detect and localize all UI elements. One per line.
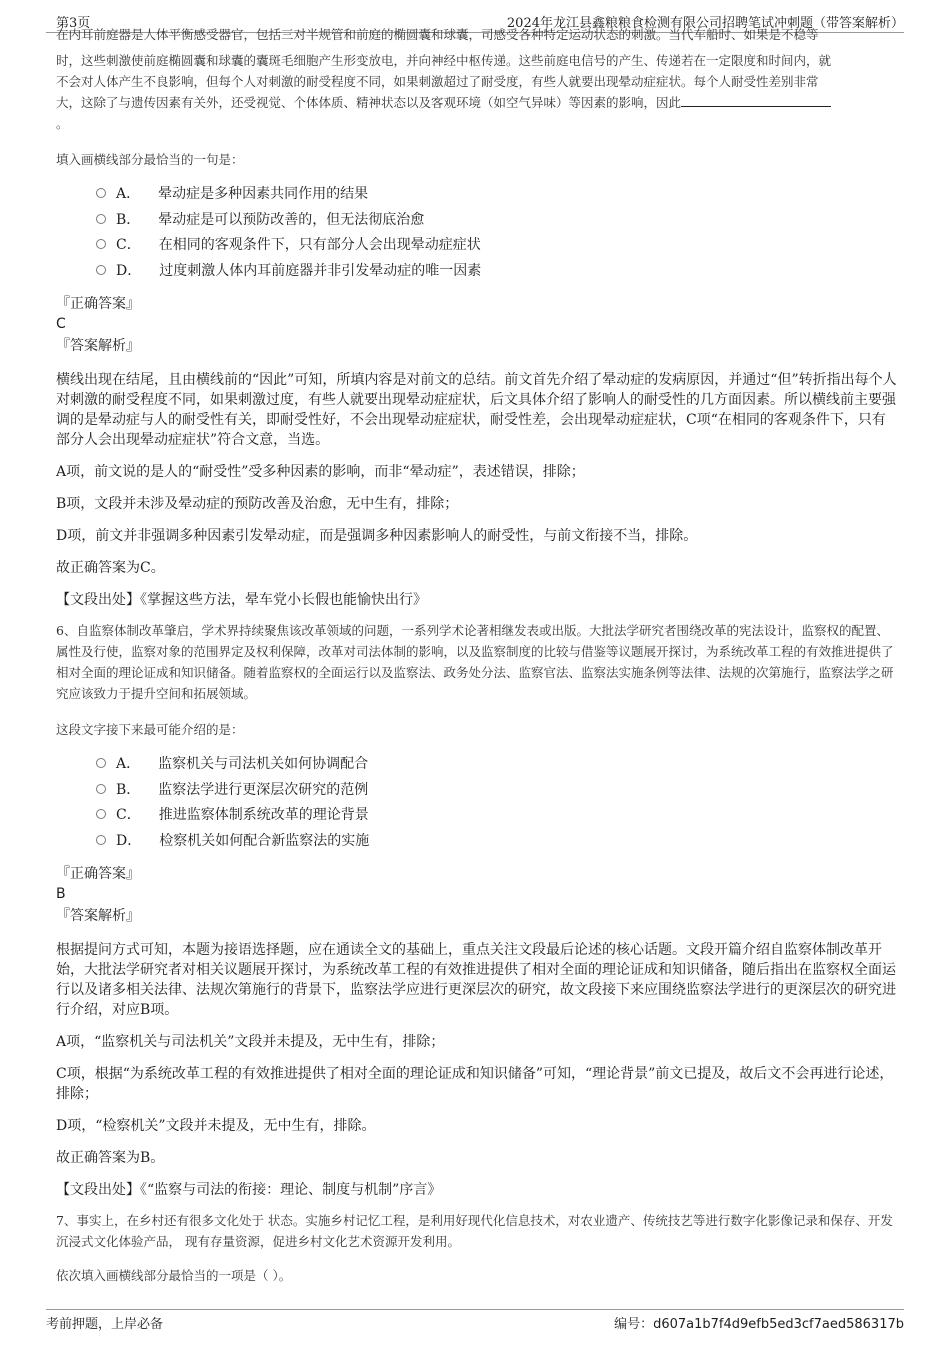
document-title: 2024年龙江县鑫粮粮食检测有限公司招聘笔试冲刺题（带答案解析） bbox=[506, 16, 904, 31]
option-letter: C． bbox=[116, 237, 141, 253]
q5-passage bbox=[56, 50, 898, 134]
footer-divider bbox=[46, 1309, 904, 1310]
q5-option-d[interactable] bbox=[96, 259, 898, 285]
option-letter: A． bbox=[116, 186, 141, 202]
q6-analysis-paragraph: C项，根据“为系统改革工程的有效推进提供了相对全面的理论证成和知识储备”可知，“理论背景”前文已提及，故后文不会再进行论述，排除； bbox=[56, 1066, 894, 1102]
option-letter: D． bbox=[116, 832, 142, 849]
q5-option-b[interactable] bbox=[96, 208, 898, 234]
q5-analysis-paragraph: 横线出现在结尾，且由横线前的“因此”可知，所填内容是对前文的总结。前文首先介绍了晕动症的发病原因，并通过“但”转折指出每个人对刺激的耐受程度不同，如果刺激过度，有些人就要出现晕动症症状，后文具体介绍了影响人的耐受性的几方面因素。所以横线前主要强调的是晕动症与人的耐受性有关，即耐受性好，不会出现晕动症症状，耐受性差，会出现晕动症症状，C项“在相同的客观条件下，只有部分人会出现晕动症症状”符合文意，当选。 bbox=[56, 372, 897, 448]
option-text: 推进监察体制系统改革的理论背景 bbox=[158, 807, 369, 823]
q6-analysis-paragraph: 根据提问方式可知，本题为接语选择题，应在通读全文的基础上，重点关注文段最后论述的核心话题。文段开篇介绍自监察体制改革开始，大批法学研究者对相关议题展开探讨，为系统改革工程的有效推进提供了相对全面的理论证成和知识储备，随后指出在监察权全面运行以及诸多相关法律、法规次第施行的背景下，监察法学应进行更深层次的研究，故文段接下来应围绕监察法学进行的更深层次的研究进行介绍，对应B项。 bbox=[56, 942, 896, 1018]
radio-icon[interactable] bbox=[96, 784, 106, 794]
option-text: 在相同的客观条件下，只有部分人会出现晕动症症状 bbox=[158, 237, 481, 253]
option-text: 监察法学进行更深层次研究的范例 bbox=[158, 781, 369, 798]
option-text: 监察机关与司法机关如何协调配合 bbox=[158, 756, 369, 772]
q5-passage-line: 不会对人体产生不良影响，但每个人对刺激的耐受程度不同，如果刺激超过了耐受度，有些人就要出现晕动症症状。每个人耐受性差别非常 bbox=[56, 74, 819, 89]
q6-passage: 6、自监察体制改革肇启，学术界持续聚焦该改革领域的问题，一系列学术论著相继发表或出版。大批法学研究者围绕改革的宪法设计，监察权的配置、属性及行使，监察对象的范围界定及权利保障，改革对司法体制的影响，以及监察制度的比较与借鉴等议题展开探讨，为系统改革工程的有效推进提供了相对全面的理论证成和知识储备。随着监察权的全面运行以及监察法、政务处分法、监察官法、监察法实施条例等法律、法规的次第施行，监察法学之研究应该致力于提升空间和拓展领域。 bbox=[56, 623, 894, 701]
option-text: 检察机关如何配合新监察法的实施 bbox=[159, 832, 370, 849]
q5-passage-end: 。 bbox=[56, 116, 69, 131]
option-text: 晕动症是可以预防改善的，但无法彻底治愈 bbox=[158, 211, 425, 228]
option-letter: A． bbox=[116, 756, 141, 772]
q6-option-c[interactable] bbox=[96, 803, 898, 829]
radio-icon[interactable] bbox=[96, 835, 106, 845]
q5-analysis-paragraph: D项，前文并非强调多种因素引发晕动症，而是强调多种因素影响人的耐受性，与前文衔接不当，排除。 bbox=[56, 528, 698, 544]
q6-option-b[interactable] bbox=[96, 778, 898, 804]
q5-analysis-label: 『答案解析』 bbox=[56, 338, 140, 354]
radio-icon[interactable] bbox=[96, 214, 106, 224]
radio-icon[interactable] bbox=[96, 239, 106, 249]
q5-analysis-paragraph: A项，前文说的是人的“耐受性”受多种因素的影响，而非“晕动症”，表述错误，排除； bbox=[56, 464, 585, 480]
document-id: 编号：d607a1b7f4d9efb5ed3cf7aed586317b bbox=[614, 1317, 904, 1332]
option-text: 过度刺激人体内耳前庭器并非引发晕动症的唯一因素 bbox=[159, 262, 482, 279]
footer-slogan: 考前押题，上岸必备 bbox=[46, 1317, 164, 1332]
q5-source: 【文段出处】《掌握这些方法，晕车党小长假也能愉快出行》 bbox=[56, 592, 427, 608]
radio-icon[interactable] bbox=[96, 188, 106, 198]
q5-analysis-paragraph: 故正确答案为C。 bbox=[56, 560, 165, 576]
q6-options bbox=[56, 752, 898, 854]
option-letter: B． bbox=[116, 781, 141, 798]
q5-option-a[interactable] bbox=[96, 182, 898, 208]
q5-passage-line: 时，这些刺激使前庭椭圆囊和球囊的囊斑毛细胞产生形变放电，并向神经中枢传递。这些前庭电信号的产生、传递若在一定限度和时间内，就 bbox=[56, 53, 832, 68]
q6-source: 【文段出处】《“监察与司法的衔接：理论、制度与机制”序言》 bbox=[56, 1182, 442, 1198]
fill-blank bbox=[681, 94, 831, 107]
q6-analysis-paragraph: 故正确答案为B。 bbox=[56, 1150, 165, 1166]
q5-answer: C bbox=[56, 316, 66, 332]
q6-option-a[interactable] bbox=[96, 752, 898, 778]
q5-option-c[interactable] bbox=[96, 233, 898, 259]
q5-passage-line: 大，这除了与遗传因素有关外，还受视觉、个体体质、精神状态以及客观环境（如空气异味）等因素的影响，因此 bbox=[56, 95, 682, 110]
page-content bbox=[56, 27, 898, 1286]
q5-passage-cut-line: 在内耳前庭器是人体平衡感受器官，包括三对半规管和前庭的椭圆囊和球囊，司感受各种特定运动状态的刺激。当代车船时、如果是不稳等 bbox=[56, 27, 819, 42]
q5-answer-label: 『正确答案』 bbox=[56, 296, 140, 312]
q6-analysis-label: 『答案解析』 bbox=[56, 908, 140, 924]
option-letter: B． bbox=[116, 211, 141, 228]
radio-icon[interactable] bbox=[96, 265, 106, 275]
q6-answer: B bbox=[56, 886, 66, 902]
q5-analysis-paragraph: B项，文段并未涉及晕动症的预防改善及治愈，无中生有，排除； bbox=[56, 496, 459, 512]
q6-prompt: 这段文字接下来最可能介绍的是： bbox=[56, 722, 244, 737]
q5-prompt: 填入画横线部分最恰当的一句是： bbox=[56, 152, 244, 167]
option-text: 晕动症是多种因素共同作用的结果 bbox=[158, 186, 369, 202]
q6-option-d[interactable] bbox=[96, 829, 898, 855]
q5-options bbox=[56, 182, 898, 284]
radio-icon[interactable] bbox=[96, 809, 106, 819]
page-number: 第3页 bbox=[56, 16, 91, 31]
option-letter: D． bbox=[116, 262, 142, 279]
radio-icon[interactable] bbox=[96, 758, 106, 768]
q7-passage: 7、事实上，在乡村还有很多文化处于 状态。实施乡村记忆工程，是利用好现代化信息技术，对农业遗产、传统技艺等进行数字化影像记录和保存、开发沉浸式文化体验产品， 现有存量资源，促进乡村文化艺术资源开发利用。 bbox=[56, 1213, 893, 1249]
q6-answer-label: 『正确答案』 bbox=[56, 866, 140, 882]
q6-analysis-paragraph: A项，“监察机关与司法机关”文段并未提及，无中生有，排除； bbox=[56, 1034, 445, 1050]
q6-analysis-paragraph: D项，“检察机关”文段并未提及，无中生有，排除。 bbox=[56, 1118, 376, 1134]
q7-prompt: 依次填入画横线部分最恰当的一项是（ ）。 bbox=[56, 1268, 292, 1283]
option-letter: C． bbox=[116, 807, 141, 823]
